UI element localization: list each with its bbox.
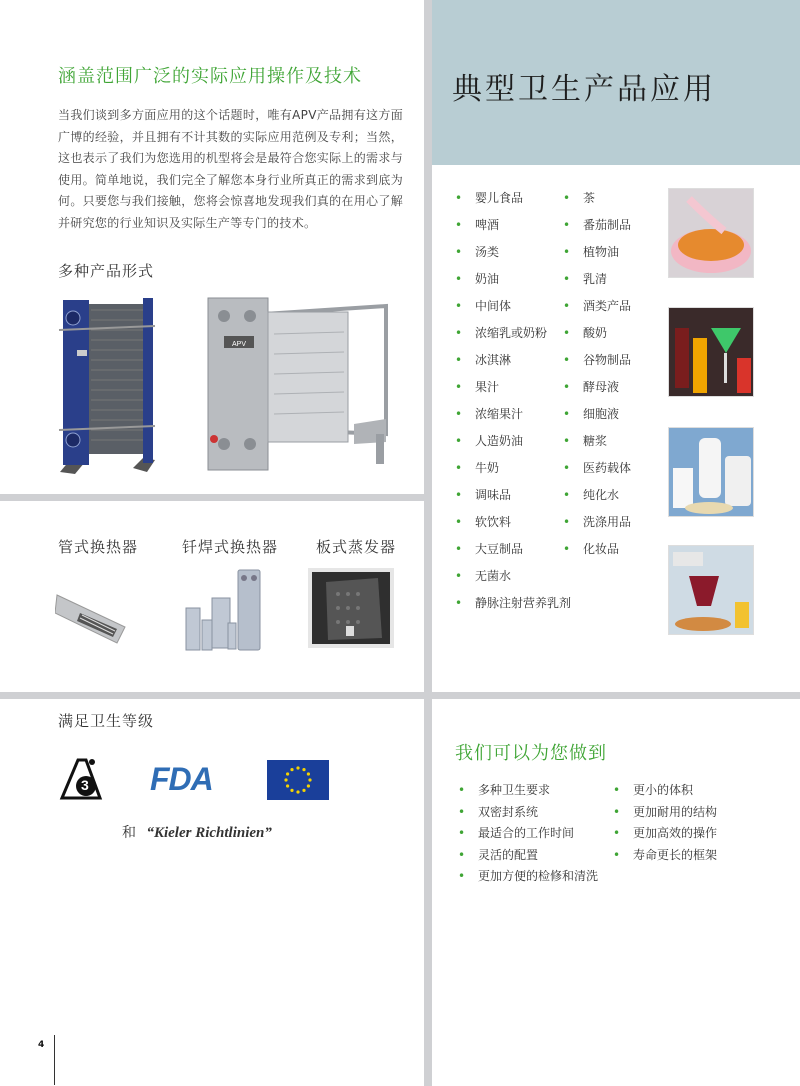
plate-evaporator-image (308, 568, 394, 648)
list-item: • 更加高效的操作 (613, 823, 753, 845)
list-item: • 浓缩乳或奶粉 (455, 323, 575, 350)
list-item: • 软饮料 (455, 512, 575, 539)
list-item: • 牛奶 (455, 458, 575, 485)
baby-food-photo (668, 188, 754, 278)
list-item: • 最适合的工作时间 (458, 823, 618, 845)
page-number: 4 (38, 1040, 45, 1050)
list-item: • 谷物制品 (563, 350, 663, 377)
stainless-plate-heat-exchanger-image (204, 294, 394, 479)
tube-exchanger-image (55, 585, 130, 650)
list-item: • 更加方便的检修和清洗 (458, 866, 618, 888)
list-item: • 静脉注射营养乳剂 (455, 593, 575, 620)
products-list-col1 (455, 188, 575, 620)
fda-logo (150, 762, 230, 796)
brazed-exchanger-label: 钎焊式换热器 (182, 538, 279, 556)
list-item: • 洗涤用品 (563, 512, 663, 539)
list-item: • 更加耐用的结构 (613, 802, 753, 824)
offer-list-col2 (613, 780, 753, 866)
list-item: • 医药载体 (563, 458, 663, 485)
tube-exchanger-label: 管式换热器 (58, 538, 139, 556)
list-item: • 大豆制品 (455, 539, 575, 566)
list-item: • 灵活的配置 (458, 845, 618, 867)
divider-right (432, 692, 800, 699)
list-item: • 茶 (563, 188, 663, 215)
divider-left-1 (0, 494, 424, 501)
list-item: • 汤类 (455, 242, 575, 269)
list-item: • 奶油 (455, 269, 575, 296)
list-item: • 寿命更长的框架 (613, 845, 753, 867)
list-item: • 双密封系统 (458, 802, 618, 824)
list-item: • 化妆品 (563, 539, 663, 566)
list-item: • 中间体 (455, 296, 575, 323)
eu-flag-icon (267, 760, 329, 800)
section-title: 涵盖范围广泛的实际应用操作及技术 (58, 66, 362, 87)
list-item: • 多种卫生要求 (458, 780, 618, 802)
list-item: • 婴儿食品 (455, 188, 575, 215)
3a-number: 3 (81, 777, 89, 793)
products-list-col2 (563, 188, 663, 566)
list-item: • 番茄制品 (563, 215, 663, 242)
list-item: • 果汁 (455, 377, 575, 404)
offer-title: 我们可以为您做到 (455, 743, 607, 764)
milk-photo (668, 427, 754, 517)
list-item: • 糖浆 (563, 431, 663, 458)
list-item: • 酵母液 (563, 377, 663, 404)
intro-paragraph: 当我们谈到多方面应用的这个话题时，唯有APV产品拥有这方面广博的经验，并且拥有不计其数的实际应用范例及专利；当然，这也表示了我们为您选用的机型将会是最符合您实际上的需求与使用。简单地说，我们完全了解您本身行业所真正的需求到底为何。只要您与我们接触，您将会惊喜地发现我们真的在用心了解并研究您的行业知识及实际生产等专门的技术。 (58, 108, 403, 230)
list-item: • 纯化水 (563, 485, 663, 512)
brazed-exchanger-image (182, 568, 277, 658)
list-item: • 无菌水 (455, 566, 575, 593)
kieler-line (122, 822, 272, 842)
list-item: • 浓缩果汁 (455, 404, 575, 431)
offer-list-col1 (458, 780, 618, 888)
vertical-divider (424, 0, 432, 1086)
fda-logo-text: FDA (150, 761, 213, 797)
list-item: • 调味品 (455, 485, 575, 512)
list-item: • 酒类产品 (563, 296, 663, 323)
list-item: • 更小的体积 (613, 780, 753, 802)
list-item: • 植物油 (563, 242, 663, 269)
hygiene-title: 满足卫生等级 (58, 712, 155, 730)
3a-logo (56, 756, 106, 800)
list-item: • 乳清 (563, 269, 663, 296)
kieler-richtlinien: “Kieler Richtlinien” (146, 825, 272, 841)
list-item: • 冰淇淋 (455, 350, 575, 377)
apv-label: APV (231, 341, 247, 348)
and-label: 和 (122, 825, 136, 841)
blue-plate-heat-exchanger-image (55, 290, 160, 480)
page-number-rule (54, 1035, 55, 1085)
list-item: • 人造奶油 (455, 431, 575, 458)
list-item: • 细胞液 (563, 404, 663, 431)
divider-left-2 (0, 692, 424, 699)
panel-title: 典型卫生产品应用 (452, 72, 716, 107)
list-item: • 酸奶 (563, 323, 663, 350)
plate-evaporator-label: 板式蒸发器 (316, 538, 397, 556)
list-item: • 啤酒 (455, 215, 575, 242)
drinks-photo (668, 307, 754, 397)
product-forms-title: 多种产品形式 (58, 262, 155, 280)
syrup-photo (668, 545, 754, 635)
